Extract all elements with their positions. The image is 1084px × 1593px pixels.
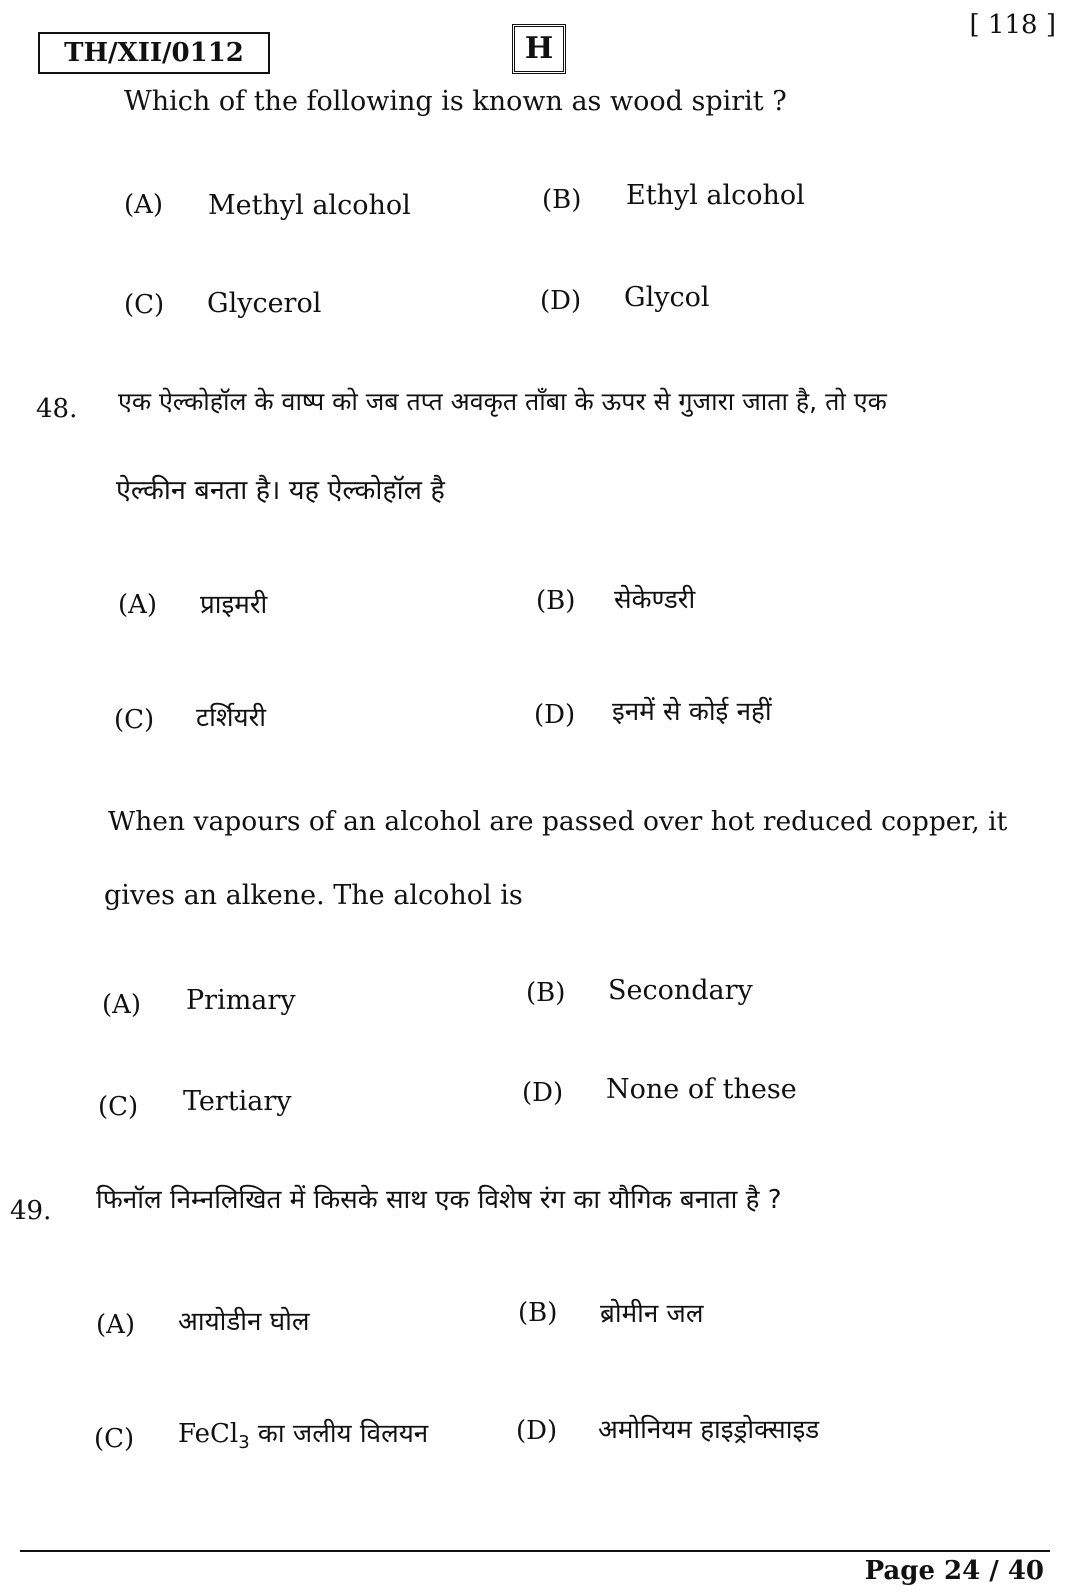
q49-option-b: ब्रोमीन जल — [600, 1299, 704, 1329]
q49-number: 49. — [10, 1196, 52, 1226]
q47-option-a: Methyl alcohol — [208, 190, 411, 221]
q48-hi-option-b-label: (B) — [536, 586, 576, 616]
paper-code: TH/XII/0112 — [38, 32, 270, 74]
q48-hi-option-c-label: (C) — [114, 705, 155, 735]
q47-option-b-label: (B) — [542, 185, 582, 215]
q48-en-option-b-label: (B) — [526, 978, 566, 1008]
q48-hi-option-c: टर्शियरी — [196, 703, 266, 733]
footer-rule — [20, 1550, 1050, 1552]
q48-text-hi-line1: एक ऐल्कोहॉल के वाष्प को जब तप्त अवकृत ताँबा के ऊपर से गुजारा जाता है, तो एक — [118, 387, 887, 416]
q48-en-option-d-label: (D) — [522, 1078, 564, 1108]
q49-option-d-label: (D) — [516, 1416, 558, 1446]
q49-option-b-label: (B) — [518, 1298, 558, 1328]
q49-option-a: आयोडीन घोल — [178, 1307, 310, 1337]
q48-number: 48. — [36, 394, 78, 424]
q48-hi-option-d: इनमें से कोई नहीं — [612, 697, 772, 727]
q48-text-en-line1: When vapours of an alcohol are passed over hot reduced copper, it — [108, 806, 1008, 837]
q49-option-d: अमोनियम हाइड्रोक्साइड — [598, 1415, 820, 1445]
q48-hi-option-a: प्राइमरी — [200, 590, 268, 620]
q49-option-c-label: (C) — [94, 1424, 135, 1454]
q48-en-option-c: Tertiary — [183, 1086, 292, 1117]
q48-hi-option-b: सेकेण्डरी — [614, 585, 696, 615]
q48-en-option-a: Primary — [186, 985, 296, 1016]
fecl-suffix: का जलीय विलयन — [249, 1419, 429, 1449]
q48-en-option-b: Secondary — [608, 975, 753, 1006]
q47-option-d: Glycol — [624, 282, 710, 313]
q47-option-c: Glycerol — [207, 288, 322, 319]
q48-en-option-a-label: (A) — [102, 990, 142, 1020]
q48-hi-option-d-label: (D) — [534, 700, 576, 730]
page-marker: [ 118 ] — [969, 10, 1056, 40]
set-letter-box: H — [512, 24, 566, 74]
q48-text-hi-line2: ऐल्कीन बनता है। यह ऐल्कोहॉल है — [116, 475, 445, 506]
q47-text: Which of the following is known as wood spirit ? — [124, 86, 787, 117]
fecl-subscript: 3 — [238, 1432, 250, 1454]
q49-option-a-label: (A) — [96, 1310, 136, 1340]
q48-en-option-d: None of these — [606, 1074, 797, 1105]
page-footer: Page 24 / 40 — [864, 1556, 1044, 1586]
fecl-formula: FeCl — [178, 1419, 239, 1449]
q48-en-option-c-label: (C) — [98, 1092, 139, 1122]
q48-hi-option-a-label: (A) — [118, 590, 158, 620]
q47-option-c-label: (C) — [124, 290, 165, 320]
q48-text-en-line2: gives an alkene. The alcohol is — [104, 880, 523, 911]
q47-option-a-label: (A) — [124, 190, 164, 220]
q47-option-b: Ethyl alcohol — [626, 180, 805, 211]
q47-option-d-label: (D) — [540, 286, 582, 316]
q49-option-c — [178, 1414, 428, 1453]
q49-text-hi: फिनॉल निम्नलिखित में किसके साथ एक विशेष रंग का यौगिक बनाता है ? — [96, 1185, 782, 1215]
